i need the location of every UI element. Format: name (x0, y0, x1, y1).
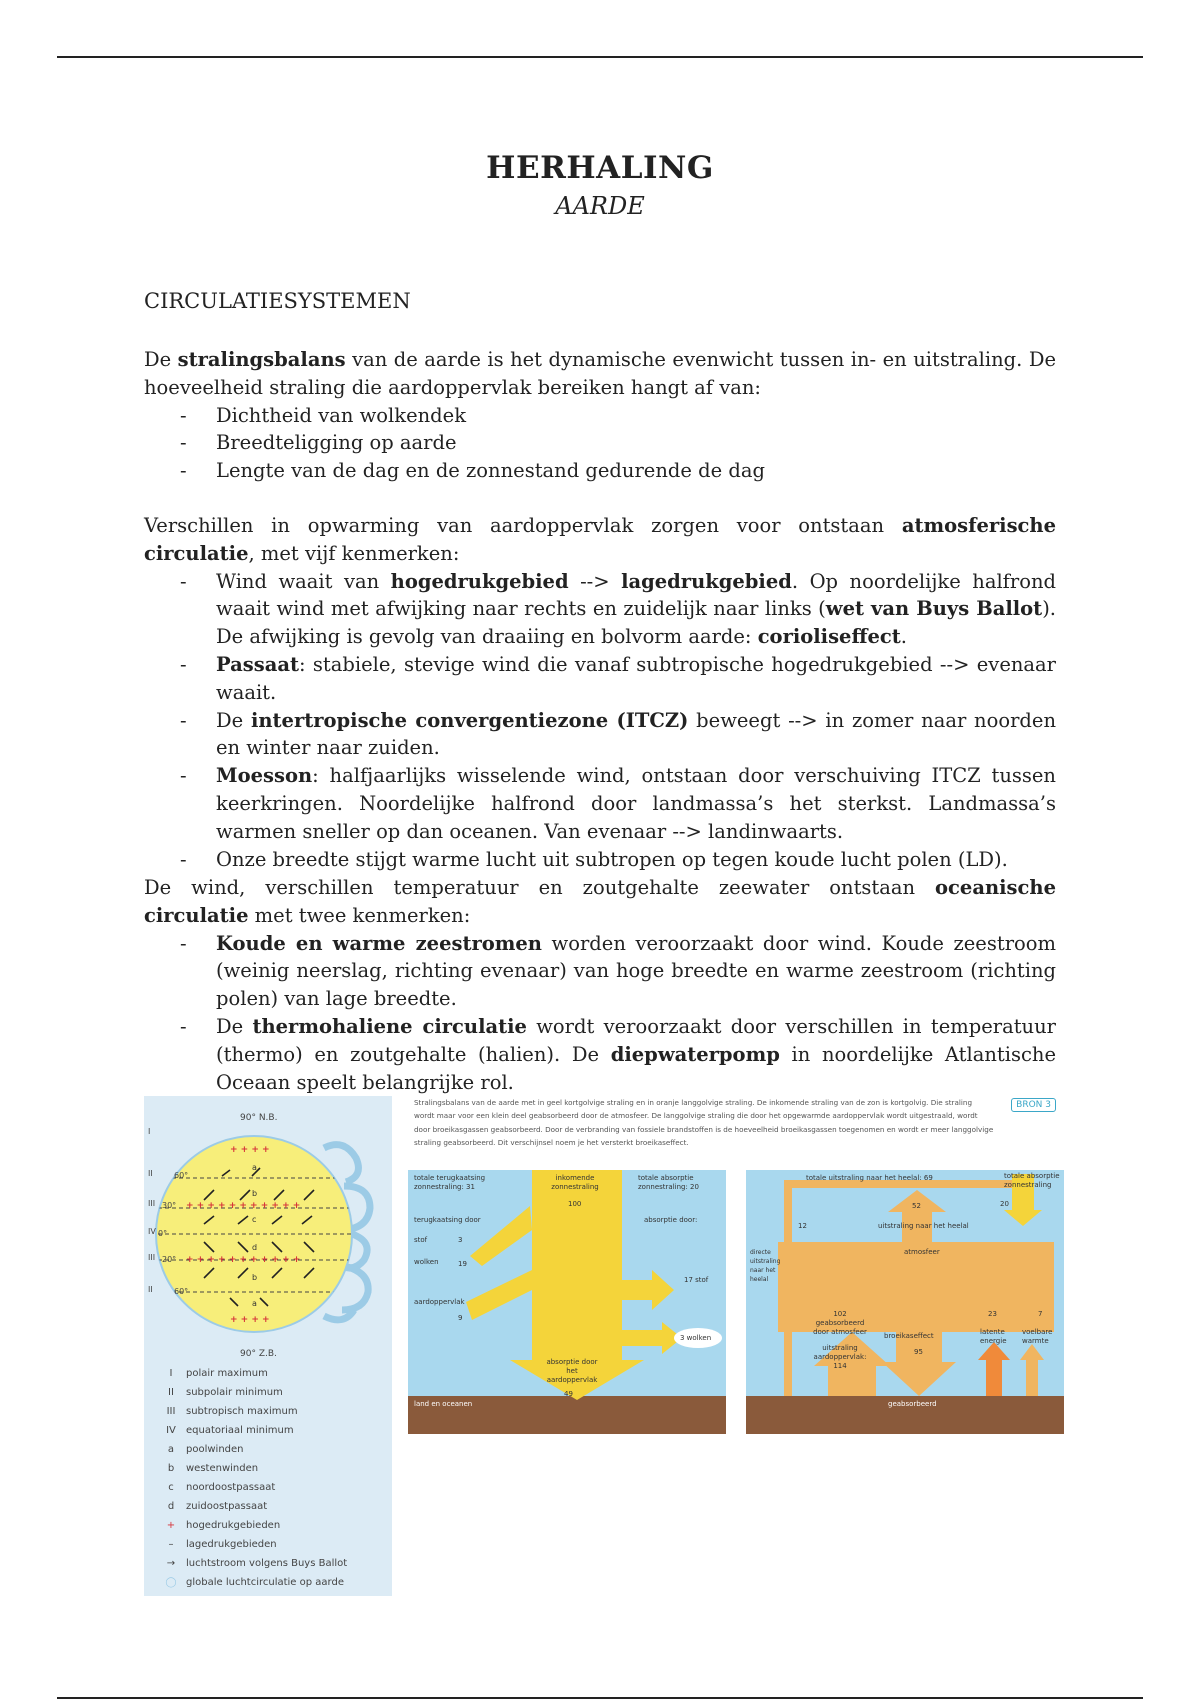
label-total-reflection: totale terugkaatsing zonnestraling: 31 (414, 1174, 486, 1191)
legend-item: a poolwinden (167, 1444, 244, 1455)
svg-text:III: III (148, 1253, 156, 1262)
svg-text:IV: IV (148, 1227, 156, 1236)
label-49: 49 (564, 1390, 573, 1398)
svg-text:+ + + +: + + + + (230, 1145, 270, 1155)
north-pole-label: 90° N.B. (240, 1113, 278, 1123)
page-title: HERHALING (486, 150, 714, 186)
legend-item: d zuidoostpassaat (167, 1501, 268, 1512)
circulation-globe-diagram (144, 1096, 392, 1366)
list-kenmerken-atmosfeer (144, 568, 1056, 874)
figure-radiation-balance (408, 1096, 1064, 1434)
list-factors (144, 402, 1056, 485)
figure-global-circulation (144, 1096, 392, 1596)
legend-item: c noordoostpassaat (168, 1482, 276, 1493)
svg-text:30°: 30° (162, 1201, 177, 1210)
legend-item: → luchtstroom volgens Buys Ballot (166, 1558, 348, 1569)
legend-item: ◯ globale luchtcirculatie op aarde (165, 1577, 344, 1588)
label-surface: aardoppervlak (414, 1298, 465, 1306)
label-land: land en oceanen (414, 1400, 473, 1408)
list-item: - Lengte van de dag en de zonnestand gedurende de dag (144, 457, 1056, 485)
legend-item: IV equatoriaal minimum (166, 1425, 294, 1436)
legend-item: b westenwinden (167, 1463, 259, 1474)
legend (156, 1364, 347, 1592)
paragraph-stralingsbalans: De stralingsbalans van de aarde is het dynamische evenwicht tussen in- en uitstraling. De hoeveelheid straling die aardoppervlak bereiken hangt af van: - Dichtheid van wolkendek - Breedteligging op aarde - Lengte van de dag en de zonnestand gedurende de dag (144, 346, 1056, 485)
legend-item: II subpolair minimum (168, 1387, 283, 1398)
svg-text:I: I (148, 1127, 151, 1136)
page-subtitle: AARDE (555, 192, 645, 220)
label-9: 9 (458, 1314, 463, 1322)
label-absorption-by: absorptie door: (644, 1216, 698, 1224)
list-item: - De thermohaliene circulatie wordt veroorzaakt door verschillen in temperatuur (thermo) en zoutgehalte (halien). De diepwaterpomp in noordelijke Atlantische Oceaan speelt belangrijke rol. (144, 1013, 1056, 1096)
list-item: - Koude en warme zeestromen worden veroorzaakt door wind. Koude zeestroom (weinig neerslag, richting evenaar) van hoge breedte en warme zeestroom (richting polen) van lage breedte. (144, 930, 1056, 1013)
svg-text:20°: 20° (162, 1255, 177, 1264)
list-kenmerken-oceaan (144, 930, 1056, 1097)
label-3-clouds: 3 wolken (680, 1334, 712, 1342)
label-total-outgoing: totale uitstraling naar het heelal: 69 (806, 1174, 933, 1182)
svg-text:60°: 60° (174, 1171, 189, 1180)
label-102: 102 geabsorbeerd door atmosfeer (813, 1310, 867, 1336)
label-20: 20 (1000, 1200, 1009, 1208)
section-heading: CIRCULATIESYSTEMEN (144, 289, 411, 313)
svg-text:c: c (252, 1215, 257, 1224)
list-item: - Onze breedte stijgt warme lucht uit subtropen op tegen koude lucht polen (LD). (144, 846, 1056, 874)
paragraph-oceanische-circulatie: De wind, verschillen temperatuur en zoutgehalte zeewater ontstaan oceanische circulatie met twee kenmerken: - Koude en warme zeestromen worden veroorzaakt door wind. Koude zeestroom (weinig neerslag, richting evenaar) van hoge breedte en warme zeestroom (richting polen) van lage breedte. - De thermohaliene circulatie wordt veroorzaakt door verschillen in temperatuur (thermo) en zoutgehalte (halien). De diepwaterpomp in noordelijke Atlantische Oceaan speelt belangrijke rol. (144, 874, 1056, 1096)
label-greenhouse: broeikaseffect (884, 1332, 934, 1340)
label-3: 3 (458, 1236, 463, 1244)
svg-text:II: II (148, 1169, 153, 1178)
label-19: 19 (458, 1260, 467, 1268)
label-direct-outgoing: directe uitstraling naar het heelal (750, 1249, 781, 1283)
svg-text:a: a (252, 1163, 257, 1172)
label-incoming: inkomende zonnestraling (551, 1174, 599, 1191)
svg-text:+ + + +: + + + + (230, 1315, 270, 1325)
label-surface-absorption: absorptie door het aardoppervlak (546, 1358, 598, 1384)
label-atmosphere: atmosfeer (904, 1248, 940, 1256)
radiation-panels (408, 1170, 1064, 1434)
label-total-absorption-right: totale absorptie zonnestraling (1004, 1172, 1060, 1189)
label-17-dust: 17 stof (684, 1276, 709, 1284)
svg-text:a: a (252, 1299, 257, 1308)
svg-text:+ + + + + + + + + + +: + + + + + + + + + + + (186, 1201, 301, 1211)
svg-text:II: II (148, 1285, 153, 1294)
svg-text:b: b (252, 1273, 258, 1282)
legend-item: + hogedrukgebieden (166, 1520, 281, 1531)
source-badge: BRON 3 (1011, 1098, 1056, 1112)
list-item: - Breedteligging op aarde (144, 429, 1056, 457)
label-outgoing-space: uitstraling naar het heelal (878, 1222, 969, 1230)
svg-text:60°: 60° (174, 1287, 189, 1296)
top-rule (57, 56, 1143, 58)
legend-item: – lagedrukgebieden (168, 1539, 277, 1550)
svg-text:b: b (252, 1189, 258, 1198)
label-reflection-by: terugkaatsing door (414, 1216, 481, 1224)
south-pole-label: 90° Z.B. (240, 1349, 277, 1359)
list-item: - Dichtheid van wolkendek (144, 402, 1056, 430)
svg-text:III: III (148, 1199, 156, 1208)
paragraph-atmosferische-circulatie: Verschillen in opwarming van aardoppervlak zorgen voor ontstaan atmosferische circulatie, met vijf kenmerken: - Wind waait van hogedrukgebied --> lagedrukgebied. Op noordelijke halfrond waait wind met afwijking naar rechts en zuidelijk naar links (wet van Buys Ballot). De afwijking is gevolg van draaiing en bolvorm aarde: corioliseffect. - Passaat: stabiele, stevige wind die vanaf subtropische hogedrukgebied --> evenaar waait. - De intertropische convergentiezone (ITCZ) beweegt --> in zomer naar noorden en winter naar zuiden. - Moesson: halfjaarlijks wisselende wind, ontstaan door verschuiving ITCZ tussen keerkringen. Noordelijke halfrond door landmassa’s het sterkst. Landmassa’s warmen sneller op dan oceanen. Van evenaar --> landinwaarts. - Onze breedte stijgt warme lucht uit subtropen op tegen koude lucht polen (LD). (144, 512, 1056, 873)
label-100: 100 (568, 1200, 582, 1208)
label-95: 95 (914, 1348, 923, 1356)
label-absorbed: geabsorbeerd (888, 1400, 937, 1408)
label-dust: stof (414, 1236, 428, 1244)
figure-caption: Stralingsbalans van de aarde met in geel kortgolvige straling en in oranje langgolvige straling. De inkomende straling van de zon is kortgolvig. Die straling wordt maar voor een klein deel geabsorbeerd door de atmosfeer. De langgolvige straling die door het opgewarmde aardoppervlak wordt uitgestraald, wordt door broeikasgassen geabsorbeerd. Door de verbranding van fossiele brandstoffen is de hoeveelheid broeikasgassen toegenomen en wordt er meer langgolvige straling geabsorbeerd. Dit verschijnsel noem je het versterkt broeikaseffect. (414, 1098, 994, 1148)
list-item: - Wind waait van hogedrukgebied --> lagedrukgebied. Op noordelijke halfrond waait wind met afwijking naar rechts en zuidelijk naar links (wet van Buys Ballot). De afwijking is gevolg van draaiing en bolvorm aarde: corioliseffect. (144, 568, 1056, 651)
legend-item: I polair maximum (169, 1368, 268, 1379)
label-surface-emission: uitstraling aardoppervlak: 114 (813, 1344, 867, 1370)
direct-outgoing-bar (784, 1180, 792, 1396)
svg-text:0°: 0° (158, 1229, 168, 1238)
label-52: 52 (912, 1202, 921, 1210)
list-item: - Moesson: halfjaarlijks wisselende wind, ontstaan door verschuiving ITCZ tussen keerkringen. Noordelijke halfrond door landmassa’s het sterkst. Landmassa’s warmen sneller op dan oceanen. Van evenaar --> landinwaarts. (144, 762, 1056, 845)
svg-text:d: d (252, 1243, 258, 1252)
svg-text:+ + + + + + + + + + +: + + + + + + + + + + + (186, 1255, 301, 1265)
label-latent: latente energie (980, 1328, 1007, 1345)
label-total-absorption: totale absorptie zonnestraling: 20 (638, 1174, 699, 1191)
legend-item: III subtropisch maximum (166, 1406, 298, 1417)
bottom-rule (57, 1697, 1143, 1699)
label-7: 7 (1038, 1310, 1043, 1318)
label-12: 12 (798, 1222, 807, 1230)
label-clouds: wolken (414, 1258, 439, 1266)
list-item: - De intertropische convergentiezone (ITCZ) beweegt --> in zomer naar noorden en winter naar zuiden. (144, 707, 1056, 763)
label-sensible: voelbare warmte (1022, 1328, 1053, 1345)
label-23: 23 (988, 1310, 997, 1318)
list-item: - Passaat: stabiele, stevige wind die vanaf subtropische hogedrukgebied --> evenaar waait. (144, 651, 1056, 707)
